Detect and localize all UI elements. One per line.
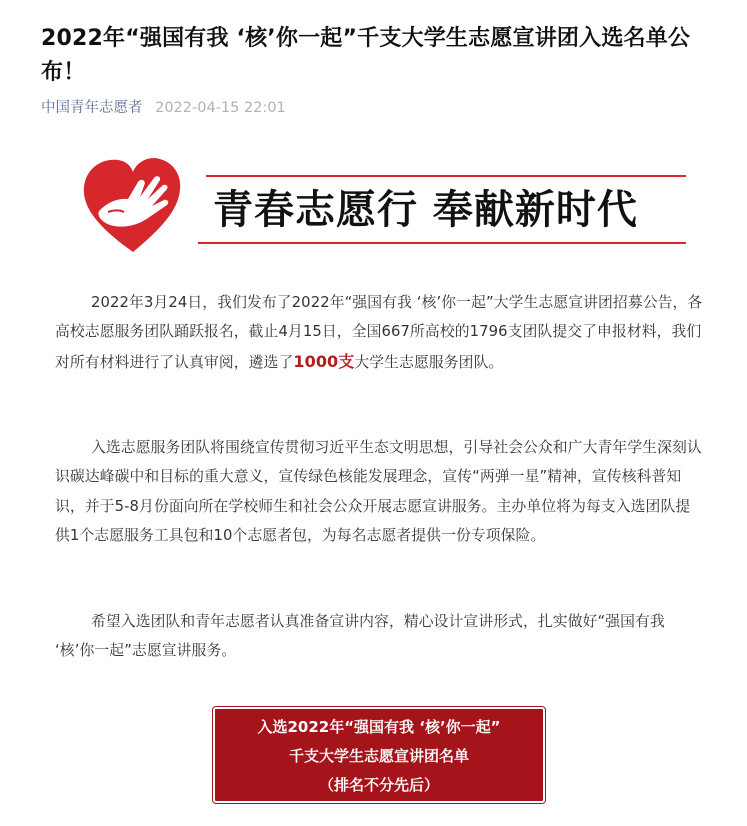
list-button-line1: 入选2022年“强国有我 ‘核’你一起”	[257, 718, 501, 736]
heart-hand-dove-icon	[78, 152, 188, 262]
banner-line-top	[206, 175, 686, 177]
paragraph-intro	[55, 288, 703, 377]
list-button-line2: 千支大学生志愿宣讲团名单	[288, 747, 469, 765]
article-meta	[41, 98, 286, 118]
banner-line-bottom	[198, 242, 686, 244]
paragraph-activities: 入选志愿服务团队将围绕宣传贯彻习近平生态文明思想，引导社会公众和广大青年学生深刻认识碳达峰碳中和目标的重大意义，宣传绿色核能发展理念，宣传“两弹一星”精神，宣传核科普知识，并于5-8月份面向所在学校师生和社会公众开展志愿宣讲服务。主办单位将为每支入选团队提供1个志愿服务工具包和10个志愿者包，为每名志愿者提供一份专项保险。	[55, 439, 702, 545]
paragraph-intro-text: 2022年3月24日，我们发布了2022年“强国有我 ‘核’你一起”大学生志愿宣讲团招募公告，各高校志愿服务团队踊跃报名，截止4月15日，全国667所高校的1796支团队提交了申报材料，我们对所有材料进行了认真审阅，遴选了	[55, 294, 703, 371]
author-link[interactable]: 中国青年志愿者	[41, 100, 143, 116]
banner-slogan: 青春志愿行 奉献新时代	[213, 186, 638, 233]
paragraph-intro-text-end: 大学生志愿服务团队。	[354, 353, 504, 371]
publish-date: 2022-04-15 22:01	[155, 100, 286, 116]
paragraph-closing: 希望入选团队和青年志愿者认真准备宣讲内容，精心设计宣讲形式，扎实做好“强国有我 ‘核’你一起”志愿宣讲服务。	[55, 613, 665, 660]
team-count-highlight: 1000支	[293, 351, 355, 371]
article-title: 2022年“强国有我 ‘核’你一起”千支大学生志愿宣讲团入选名单公布！	[41, 26, 691, 85]
list-button-line3: （排名不分先后）	[318, 776, 439, 794]
slogan-banner	[68, 152, 720, 270]
selected-list-button[interactable]	[213, 707, 545, 803]
